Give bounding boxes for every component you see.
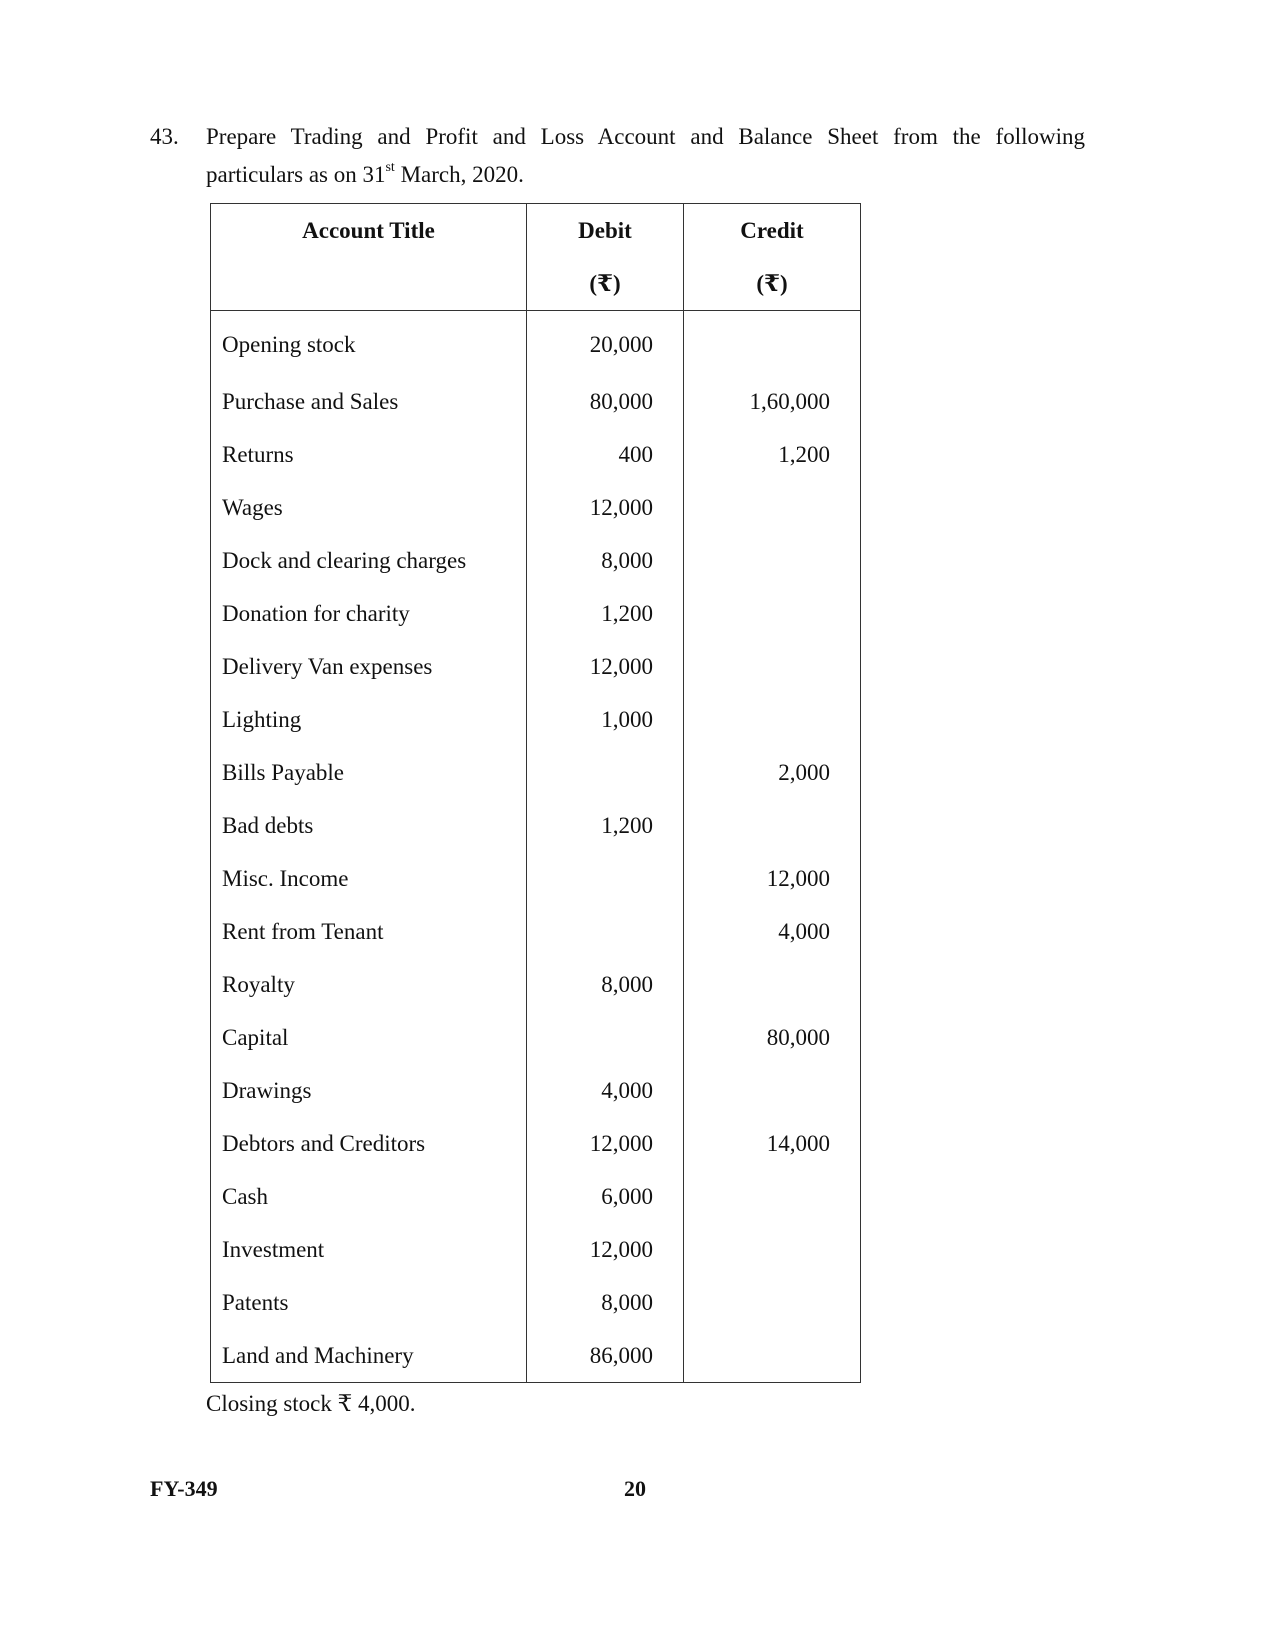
credit-cell: 4,000 (684, 905, 861, 958)
credit-cell (684, 799, 861, 852)
credit-cell (684, 1223, 861, 1276)
table-header-row (211, 204, 861, 311)
account-title-cell: Purchase and Sales (211, 375, 527, 428)
table-row (211, 375, 861, 428)
credit-cell (684, 640, 861, 693)
debit-cell: 80,000 (527, 375, 684, 428)
account-title-cell: Bills Payable (211, 746, 527, 799)
account-title-cell: Investment (211, 1223, 527, 1276)
credit-cell (684, 1276, 861, 1329)
account-title-cell: Rent from Tenant (211, 905, 527, 958)
table-row (211, 1170, 861, 1223)
question-line-2 (206, 156, 1085, 194)
credit-cell (684, 1329, 861, 1383)
debit-cell: 1,200 (527, 587, 684, 640)
table-row (211, 905, 861, 958)
table-row (211, 640, 861, 693)
paper-code: FY-349 (150, 1476, 218, 1501)
account-title-cell: Opening stock (211, 311, 527, 376)
debit-cell: 1,200 (527, 799, 684, 852)
account-title-cell: Capital (211, 1011, 527, 1064)
account-title-cell: Cash (211, 1170, 527, 1223)
debit-cell: 8,000 (527, 958, 684, 1011)
header-debit-unit: (₹) (589, 271, 621, 296)
closing-stock-note: Closing stock ₹ 4,000. (206, 1391, 416, 1416)
credit-cell (684, 534, 861, 587)
table-row (211, 311, 861, 376)
table-row (211, 1276, 861, 1329)
header-credit-unit: (₹) (756, 271, 788, 296)
credit-cell (684, 311, 861, 376)
question-line-2-suffix: March, 2020. (394, 162, 524, 187)
debit-cell: 8,000 (527, 1276, 684, 1329)
table-row (211, 852, 861, 905)
question-block (150, 118, 1085, 194)
table-row (211, 428, 861, 481)
debit-cell: 400 (527, 428, 684, 481)
header-account-title: Account Title (211, 204, 527, 311)
debit-cell: 6,000 (527, 1170, 684, 1223)
table-body (211, 311, 861, 1383)
account-title-cell: Land and Machinery (211, 1329, 527, 1383)
table-row (211, 587, 861, 640)
table-row (211, 799, 861, 852)
debit-cell (527, 852, 684, 905)
credit-cell (684, 1064, 861, 1117)
debit-cell: 20,000 (527, 311, 684, 376)
header-credit: Credit (₹) (684, 204, 861, 311)
credit-cell (684, 1170, 861, 1223)
table-row (211, 746, 861, 799)
table-row (211, 534, 861, 587)
credit-cell: 1,60,000 (684, 375, 861, 428)
account-title-cell: Donation for charity (211, 587, 527, 640)
debit-cell: 8,000 (527, 534, 684, 587)
debit-cell: 12,000 (527, 1223, 684, 1276)
question-line-2-prefix: particulars as on 31 (206, 162, 386, 187)
question-line-1: Prepare Trading and Profit and Loss Account and Balance Sheet from the following (206, 124, 1085, 149)
credit-cell: 2,000 (684, 746, 861, 799)
credit-cell (684, 481, 861, 534)
trial-balance-table (210, 203, 861, 1383)
debit-cell: 12,000 (527, 1117, 684, 1170)
debit-cell: 86,000 (527, 1329, 684, 1383)
table-row (211, 693, 861, 746)
account-title-cell: Royalty (211, 958, 527, 1011)
credit-cell: 14,000 (684, 1117, 861, 1170)
debit-cell: 1,000 (527, 693, 684, 746)
credit-cell: 1,200 (684, 428, 861, 481)
account-title-cell: Lighting (211, 693, 527, 746)
account-title-cell: Debtors and Creditors (211, 1117, 527, 1170)
table-row (211, 1064, 861, 1117)
credit-cell: 12,000 (684, 852, 861, 905)
account-title-cell: Returns (211, 428, 527, 481)
header-debit: Debit (₹) (527, 204, 684, 311)
credit-cell (684, 693, 861, 746)
table-row (211, 1117, 861, 1170)
page-number: 20 (624, 1476, 646, 1501)
account-title-cell: Patents (211, 1276, 527, 1329)
account-title-cell: Dock and clearing charges (211, 534, 527, 587)
credit-cell (684, 587, 861, 640)
debit-cell (527, 905, 684, 958)
debit-cell: 12,000 (527, 481, 684, 534)
question-number: 43. (150, 124, 179, 149)
debit-cell: 12,000 (527, 640, 684, 693)
table-row (211, 1329, 861, 1383)
table-row (211, 1011, 861, 1064)
account-title-cell: Bad debts (211, 799, 527, 852)
table-row (211, 958, 861, 1011)
credit-cell (684, 958, 861, 1011)
question-text (206, 118, 1085, 194)
account-title-cell: Drawings (211, 1064, 527, 1117)
debit-cell (527, 1011, 684, 1064)
account-title-cell: Wages (211, 481, 527, 534)
table-row (211, 481, 861, 534)
debit-cell: 4,000 (527, 1064, 684, 1117)
table-row (211, 1223, 861, 1276)
account-title-cell: Misc. Income (211, 852, 527, 905)
ordinal-suffix: st (385, 160, 395, 176)
debit-cell (527, 746, 684, 799)
credit-cell: 80,000 (684, 1011, 861, 1064)
account-title-cell: Delivery Van expenses (211, 640, 527, 693)
